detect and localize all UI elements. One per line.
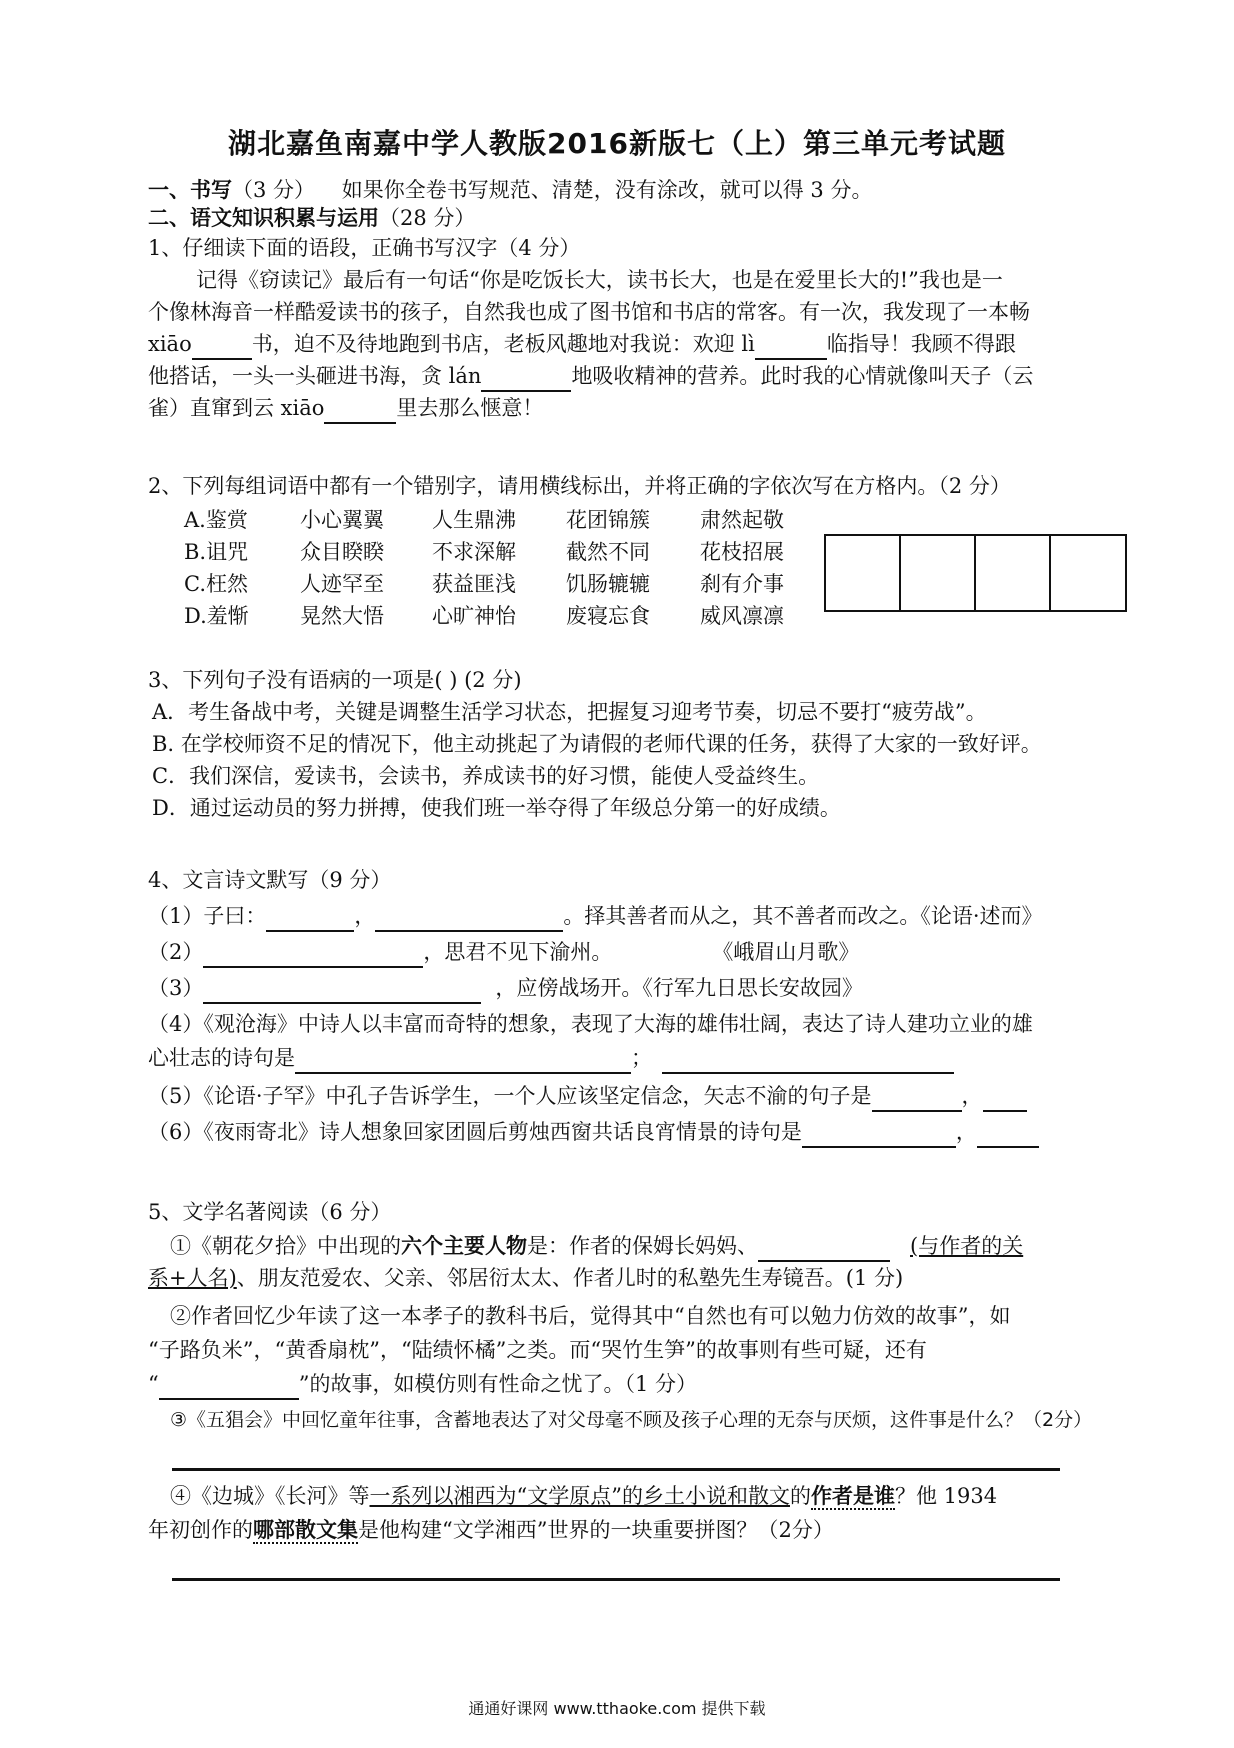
q4-item-2-start: （2） [148,940,204,964]
q1-line-4-end: 地吸收精神的营养。此时我的心情就像叫天子（云 [571,364,1034,388]
option-word: B.诅咒 [184,540,249,564]
answer-box[interactable] [974,534,1050,612]
answer-blank[interactable] [662,1050,954,1074]
q4-item-5-text: （5）《论语·子罕》中孔子告诉学生，一个人应该坚定信念，矢志不渝的句子是 [148,1084,872,1108]
q1-line-5 [148,392,543,424]
q5-item-1-bold: 六个主要人物 [401,1233,527,1258]
option-word: 肃然起敬 [700,508,784,532]
q4-item-2-mid: ，思君不见下渝州。 [423,940,613,964]
q5-item-4-emphasis-2: 哪部散文集 [253,1517,358,1542]
q5-item-1-line-2 [148,1262,903,1294]
option-word: 众目睽睽 [300,540,384,564]
q4-prompt: 4、文言诗文默写（9 分） [148,868,392,892]
q5-item-3: ③《五猖会》中回忆童年往事，含蓄地表达了对父母毫不顾及孩子心理的无奈与厌烦，这件事是什么？（2分） [170,1409,1093,1431]
answer-blank[interactable] [203,944,423,968]
footer-source: 通通好课网 www.tthaoke.com 提供下载 [468,1699,766,1718]
option-word: 人迹罕至 [300,572,384,596]
answer-line[interactable] [172,1468,1060,1471]
q1-line-5-end: 里去那么惬意！ [396,396,544,420]
answer-blank[interactable] [758,1238,890,1262]
q1-prompt: 1、仔细读下面的语段，正确书写汉字（4 分） [148,236,581,260]
answer-box[interactable] [899,534,975,612]
option-word: 截然不同 [566,540,650,564]
q4-item-3-end: ，应傍战场开。《行军九日思长安故园》 [495,976,863,1000]
q5-item-1-hint-end: 系+人名) [148,1266,237,1290]
q5-item-1-mid: 是：作者的保姆长妈妈、 [527,1234,758,1258]
answer-blank[interactable] [802,1124,956,1148]
q1-line-3-mid: 书，迫不及待地跑到书店，老板风趣地对我说：欢迎 lì [251,332,755,356]
q5-prompt: 5、文学名著阅读（6 分） [148,1200,392,1224]
q5-item-4-line-1 [170,1480,997,1512]
q3-option-d: D．通过运动员的努力拼搏，使我们班一举夺得了年级总分第一的好成绩。 [152,796,841,820]
option-word: 获益匪浅 [432,572,516,596]
answer-blank[interactable] [983,1088,1027,1112]
q1-line-1: 记得《窃读记》最后有一句话“你是吃饭长大，读书长大，也是在爱里长大的!”我也是一 [196,268,1003,292]
option-word: D.羞惭 [184,604,249,628]
answer-blank[interactable] [324,400,396,424]
option-word: 小心翼翼 [300,508,384,532]
q5-item-4-emphasis: 作者是谁 [810,1483,895,1508]
pinyin-xiao-1: xiāo [148,332,192,356]
q4-item-4-line-2 [148,1042,954,1074]
q4-item-2 [148,936,859,968]
answer-blank[interactable] [266,908,354,932]
q5-item-2-line-1: ②作者回忆少年读了这一本孝子的教科书后，觉得其中“自然也有可以勉力仿效的故事”，如 [170,1304,1011,1328]
q4-item-4-semicolon: ； [631,1046,652,1070]
q5-item-2-end: ”的故事，如模仿则有性命之忧了。（1 分） [298,1372,698,1396]
q4-item-6 [148,1116,1039,1148]
q4-item-1 [148,900,1043,932]
option-word: 花枝招展 [700,540,784,564]
q4-item-6-text: （6）《夜雨寄北》诗人想象回家团圆后剪烛西窗共话良宵情景的诗句是 [148,1120,802,1144]
q1-line-3 [148,328,1016,360]
answer-blank[interactable] [375,908,563,932]
q1-line-2: 个像林海音一样酷爱读书的孩子，自然我也成了图书馆和书店的常客。有一次，我发现了一本畅 [148,300,1030,324]
q1-line-3-end: 临指导！我顾不得跟 [826,332,1016,356]
answer-blank[interactable] [295,1050,631,1074]
answer-line[interactable] [172,1578,1060,1581]
q5-item-4-line-2-start: 年初创作的 [148,1518,253,1542]
section-2-heading: 二、语文知识积累与运用 [148,205,379,230]
answer-blank[interactable] [203,980,481,1004]
q5-item-4-end: ？他 1934 [894,1484,998,1508]
q3-option-a: A．考生备战中考，关键是调整生活学习状态，把握复习迎考节奏，切忌不要打“疲劳战”。 [152,700,987,724]
option-word: 刹有介事 [700,572,784,596]
section-2-score: （28 分） [379,206,476,230]
q3-option-b: B. 在学校师资不足的情况下，他主动挑起了为请假的老师代课的任务，获得了大家的一致好评。 [152,732,1042,756]
q5-item-1-line-1 [170,1230,1023,1262]
q5-item-1-end: 、朋友范爱农、父亲、邻居衍太太、作者儿时的私塾先生寿镜吾。(1 分) [236,1266,904,1290]
answer-box[interactable] [1049,534,1127,612]
q2-prompt: 2、下列每组词语中都有一个错别字，请用横线标出，并将正确的字依次写在方格内。（2 分） [148,474,1011,498]
q4-item-4-start: 心壮志的诗句是 [148,1046,295,1070]
q5-item-4-de: 的 [789,1484,811,1508]
q4-item-3-start: （3） [148,976,204,1000]
q5-item-2-quote-open: “ [148,1372,159,1396]
q5-item-4-start: ④《边城》《长河》等 [170,1484,370,1508]
q1-line-5-start: 雀）直窜到云 xiāo [148,396,325,420]
q5-item-1-start: ①《朝花夕拾》中出现的 [170,1234,401,1258]
q4-item-2-source: 《峨眉山月歌》 [712,940,860,964]
page-title: 湖北嘉鱼南嘉中学人教版2016新版七（上）第三单元考试题 [228,127,1006,160]
option-word: 威风凛凛 [700,604,784,628]
section-1-score: （3 分） [232,178,316,202]
q5-item-4-line-2-end: 是他构建“文学湘西”世界的一块重要拼图？（2分） [358,1518,834,1542]
q5-item-2-line-3 [148,1368,697,1400]
section-1-heading: 一、书写 [148,177,232,202]
q4-item-1-end: 。择其善者而从之，其不善者而改之。《论语·述而》 [563,904,1043,928]
answer-box[interactable] [824,534,900,612]
option-word: 花团锦簇 [566,508,650,532]
q3-prompt: 3、下列句子没有语病的一项是( ) (2 分) [148,668,522,692]
option-word: 废寝忘食 [566,604,650,628]
q4-item-5-comma: ， [961,1084,983,1108]
section-1-text: 如果你全卷书写规范、清楚，没有涂改，就可以得 3 分。 [341,178,873,202]
option-word: 饥肠辘辘 [566,572,650,596]
answer-blank[interactable] [159,1376,299,1400]
option-word: 不求深解 [432,540,516,564]
q4-item-5 [148,1080,1027,1112]
answer-blank[interactable] [977,1124,1039,1148]
q5-item-4-line-2 [148,1514,834,1546]
section-2 [148,202,475,234]
answer-blank[interactable] [481,368,571,392]
q5-item-1-hint: (与作者的关 [910,1234,1024,1258]
q4-item-1-comma: ， [354,904,376,928]
q1-line-4-start: 他搭话，一头一头砸进书海，贪 lán [148,364,482,388]
option-word: 晃然大悟 [300,604,384,628]
option-word: A.鉴赏 [184,508,248,532]
q5-item-4-underlined: 一系列以湘西为“文学原点”的乡土小说和散文 [369,1484,790,1508]
answer-blank[interactable] [192,336,252,360]
q4-item-6-comma: ， [955,1120,977,1144]
q1-line-4 [148,360,1033,392]
q3-option-c: C．我们深信，爱读书，会读书，养成读书的好习惯，能使人受益终生。 [152,764,820,788]
answer-blank[interactable] [755,336,827,360]
option-word: 人生鼎沸 [432,508,516,532]
q5-item-2-line-2: “子路负米”，“黄香扇枕”，“陆绩怀橘”之类。而“哭竹生笋”的故事则有些可疑，还有 [148,1338,927,1362]
option-word: C.枉然 [184,572,248,596]
q4-item-4-line-1: （4）《观沧海》中诗人以丰富而奇特的想象，表现了大海的雄伟壮阔，表达了诗人建功立业的雄 [148,1012,1033,1036]
option-word: 心旷神怡 [432,604,516,628]
q4-item-1-start: （1）子曰： [148,904,267,928]
answer-blank[interactable] [872,1088,962,1112]
q4-item-3 [148,972,863,1004]
